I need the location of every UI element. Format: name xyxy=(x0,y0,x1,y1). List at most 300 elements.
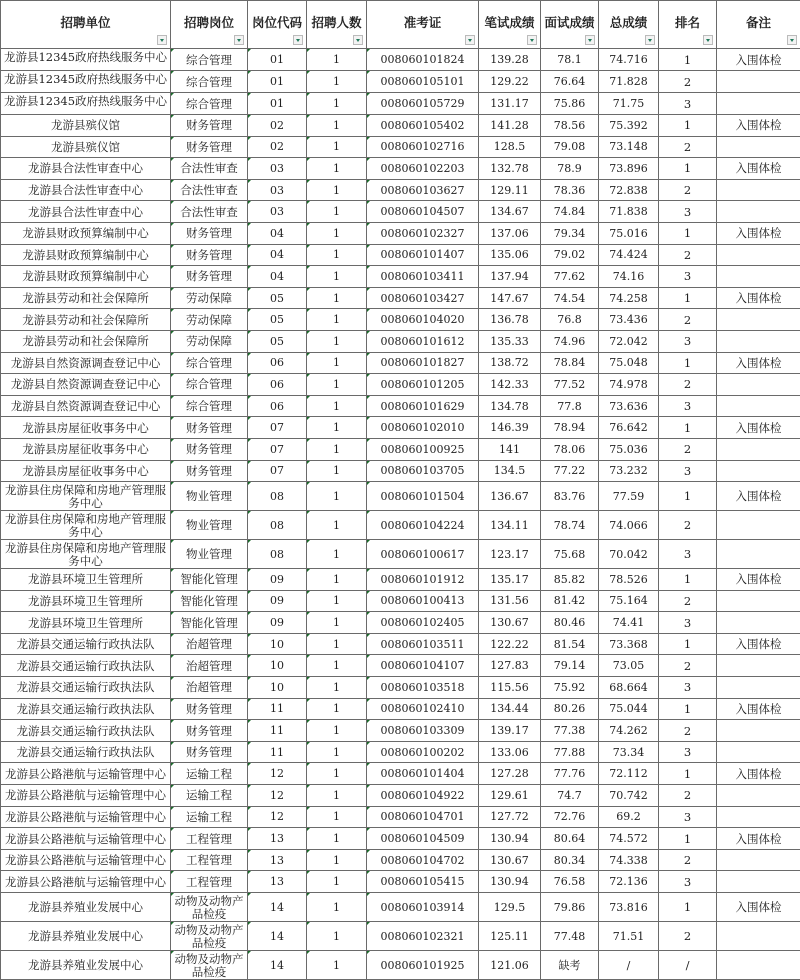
rank-cell[interactable]: 3 xyxy=(659,330,717,352)
total-score-cell[interactable]: 72.112 xyxy=(599,763,659,785)
interview-score-cell[interactable]: 76.58 xyxy=(541,871,599,893)
hire-count-cell[interactable]: 1 xyxy=(307,698,367,720)
exam-id-cell[interactable]: 008060103627 xyxy=(367,179,479,201)
position-code-cell[interactable]: 05 xyxy=(248,309,307,331)
position-cell[interactable]: 工程管理 xyxy=(171,849,248,871)
position-cell[interactable]: 劳动保障 xyxy=(171,309,248,331)
filter-dropdown-icon[interactable] xyxy=(585,35,595,45)
position-code-cell[interactable]: 08 xyxy=(248,482,307,511)
hire-count-cell[interactable]: 1 xyxy=(307,482,367,511)
total-score-cell[interactable]: 73.896 xyxy=(599,158,659,180)
position-cell[interactable]: 治超管理 xyxy=(171,655,248,677)
hire-count-cell[interactable]: 1 xyxy=(307,540,367,569)
written-score-cell[interactable]: 146.39 xyxy=(479,417,541,439)
filter-dropdown-icon[interactable] xyxy=(157,35,167,45)
rank-cell[interactable]: 3 xyxy=(659,93,717,115)
written-score-cell[interactable]: 129.22 xyxy=(479,71,541,93)
remark-cell[interactable]: 入围体检 xyxy=(717,482,800,511)
hire-count-cell[interactable]: 1 xyxy=(307,49,367,71)
total-score-cell[interactable]: 71.838 xyxy=(599,201,659,223)
exam-id-cell[interactable]: 008060105101 xyxy=(367,71,479,93)
total-score-cell[interactable]: 72.136 xyxy=(599,871,659,893)
unit-cell[interactable]: 龙游县公路港航与运输管理中心 xyxy=(1,849,171,871)
position-code-cell[interactable]: 06 xyxy=(248,352,307,374)
unit-cell[interactable]: 龙游县房屋征收事务中心 xyxy=(1,460,171,482)
position-cell[interactable]: 智能化管理 xyxy=(171,569,248,591)
position-code-cell[interactable]: 12 xyxy=(248,785,307,807)
unit-cell[interactable]: 龙游县财政预算编制中心 xyxy=(1,266,171,288)
written-score-cell[interactable]: 137.94 xyxy=(479,266,541,288)
interview-score-cell[interactable]: 80.64 xyxy=(541,828,599,850)
rank-cell[interactable]: 1 xyxy=(659,222,717,244)
unit-cell[interactable]: 龙游县公路港航与运输管理中心 xyxy=(1,828,171,850)
exam-id-cell[interactable]: 008060100202 xyxy=(367,741,479,763)
exam-id-cell[interactable]: 008060100413 xyxy=(367,590,479,612)
hire-count-cell[interactable]: 1 xyxy=(307,893,367,922)
written-score-cell[interactable]: 131.56 xyxy=(479,590,541,612)
total-score-cell[interactable]: 74.258 xyxy=(599,287,659,309)
remark-cell[interactable]: 入围体检 xyxy=(717,352,800,374)
rank-cell[interactable]: 3 xyxy=(659,266,717,288)
interview-score-cell[interactable]: 74.7 xyxy=(541,785,599,807)
written-score-cell[interactable]: 135.17 xyxy=(479,569,541,591)
remark-cell[interactable] xyxy=(717,677,800,699)
total-score-cell[interactable]: 70.742 xyxy=(599,785,659,807)
position-cell[interactable]: 动物及动物产品检疫 xyxy=(171,922,248,951)
position-code-cell[interactable]: 06 xyxy=(248,395,307,417)
rank-cell[interactable]: 2 xyxy=(659,374,717,396)
remark-cell[interactable] xyxy=(717,395,800,417)
hire-count-cell[interactable]: 1 xyxy=(307,460,367,482)
unit-cell[interactable]: 龙游县自然资源调查登记中心 xyxy=(1,395,171,417)
unit-cell[interactable]: 龙游县劳动和社会保障所 xyxy=(1,287,171,309)
unit-cell[interactable]: 龙游县房屋征收事务中心 xyxy=(1,438,171,460)
rank-cell[interactable]: 3 xyxy=(659,677,717,699)
exam-id-cell[interactable]: 008060104509 xyxy=(367,828,479,850)
position-cell[interactable]: 运输工程 xyxy=(171,763,248,785)
position-code-cell[interactable]: 10 xyxy=(248,633,307,655)
total-score-cell[interactable]: 74.41 xyxy=(599,612,659,634)
position-cell[interactable]: 财务管理 xyxy=(171,460,248,482)
interview-score-cell[interactable]: 76.8 xyxy=(541,309,599,331)
rank-cell[interactable]: 2 xyxy=(659,244,717,266)
hire-count-cell[interactable]: 1 xyxy=(307,179,367,201)
rank-cell[interactable]: 2 xyxy=(659,720,717,742)
unit-cell[interactable]: 龙游县交通运输行政执法队 xyxy=(1,677,171,699)
exam-id-cell[interactable]: 008060100925 xyxy=(367,438,479,460)
total-score-cell[interactable]: 74.716 xyxy=(599,49,659,71)
hire-count-cell[interactable]: 1 xyxy=(307,763,367,785)
position-cell[interactable]: 治超管理 xyxy=(171,633,248,655)
rank-cell[interactable]: 3 xyxy=(659,871,717,893)
hire-count-cell[interactable]: 1 xyxy=(307,417,367,439)
exam-id-cell[interactable]: 008060104020 xyxy=(367,309,479,331)
unit-cell[interactable]: 龙游县自然资源调查登记中心 xyxy=(1,352,171,374)
interview-score-cell[interactable]: 78.1 xyxy=(541,49,599,71)
position-cell[interactable]: 动物及动物产品检疫 xyxy=(171,951,248,980)
hire-count-cell[interactable]: 1 xyxy=(307,71,367,93)
unit-cell[interactable]: 龙游县12345政府热线服务中心 xyxy=(1,71,171,93)
position-cell[interactable]: 财务管理 xyxy=(171,136,248,158)
interview-score-cell[interactable]: 75.68 xyxy=(541,540,599,569)
interview-score-cell[interactable]: 80.46 xyxy=(541,612,599,634)
written-score-cell[interactable]: 129.11 xyxy=(479,179,541,201)
exam-id-cell[interactable]: 008060103411 xyxy=(367,266,479,288)
position-code-cell[interactable]: 14 xyxy=(248,893,307,922)
header-col-exam-id[interactable] xyxy=(367,1,479,49)
total-score-cell[interactable]: 77.59 xyxy=(599,482,659,511)
total-score-cell[interactable]: 72.838 xyxy=(599,179,659,201)
position-code-cell[interactable]: 07 xyxy=(248,460,307,482)
position-code-cell[interactable]: 01 xyxy=(248,49,307,71)
unit-cell[interactable]: 龙游县公路港航与运输管理中心 xyxy=(1,785,171,807)
position-cell[interactable]: 合法性审查 xyxy=(171,158,248,180)
unit-cell[interactable]: 龙游县环境卫生管理所 xyxy=(1,612,171,634)
remark-cell[interactable] xyxy=(717,951,800,980)
remark-cell[interactable]: 入围体检 xyxy=(717,158,800,180)
remark-cell[interactable]: 入围体检 xyxy=(717,222,800,244)
total-score-cell[interactable]: 70.042 xyxy=(599,540,659,569)
unit-cell[interactable]: 龙游县财政预算编制中心 xyxy=(1,222,171,244)
written-score-cell[interactable]: 121.06 xyxy=(479,951,541,980)
hire-count-cell[interactable]: 1 xyxy=(307,330,367,352)
written-score-cell[interactable]: 115.56 xyxy=(479,677,541,699)
position-cell[interactable]: 物业管理 xyxy=(171,482,248,511)
interview-score-cell[interactable]: 77.22 xyxy=(541,460,599,482)
position-cell[interactable]: 财务管理 xyxy=(171,115,248,137)
interview-score-cell[interactable]: 77.38 xyxy=(541,720,599,742)
remark-cell[interactable] xyxy=(717,590,800,612)
rank-cell[interactable]: 3 xyxy=(659,460,717,482)
unit-cell[interactable]: 龙游县殡仪馆 xyxy=(1,115,171,137)
remark-cell[interactable] xyxy=(717,438,800,460)
interview-score-cell[interactable]: 77.88 xyxy=(541,741,599,763)
exam-id-cell[interactable]: 008060101827 xyxy=(367,352,479,374)
total-score-cell[interactable]: 73.05 xyxy=(599,655,659,677)
exam-id-cell[interactable]: 008060101407 xyxy=(367,244,479,266)
position-cell[interactable]: 财务管理 xyxy=(171,266,248,288)
exam-id-cell[interactable]: 008060101824 xyxy=(367,49,479,71)
filter-dropdown-icon[interactable] xyxy=(293,35,303,45)
position-code-cell[interactable]: 10 xyxy=(248,655,307,677)
exam-id-cell[interactable]: 008060105415 xyxy=(367,871,479,893)
position-cell[interactable]: 财务管理 xyxy=(171,741,248,763)
position-cell[interactable]: 劳动保障 xyxy=(171,330,248,352)
header-col-position-code[interactable] xyxy=(248,1,307,49)
unit-cell[interactable]: 龙游县住房保障和房地产管理服务中心 xyxy=(1,482,171,511)
total-score-cell[interactable]: 74.066 xyxy=(599,511,659,540)
hire-count-cell[interactable]: 1 xyxy=(307,849,367,871)
filter-dropdown-icon[interactable] xyxy=(465,35,475,45)
total-score-cell[interactable]: 74.338 xyxy=(599,849,659,871)
written-score-cell[interactable]: 125.11 xyxy=(479,922,541,951)
total-score-cell[interactable]: 75.392 xyxy=(599,115,659,137)
unit-cell[interactable]: 龙游县环境卫生管理所 xyxy=(1,590,171,612)
position-code-cell[interactable]: 09 xyxy=(248,612,307,634)
position-code-cell[interactable]: 14 xyxy=(248,922,307,951)
remark-cell[interactable] xyxy=(717,741,800,763)
unit-cell[interactable]: 龙游县交通运输行政执法队 xyxy=(1,698,171,720)
position-cell[interactable]: 运输工程 xyxy=(171,785,248,807)
position-cell[interactable]: 综合管理 xyxy=(171,93,248,115)
exam-id-cell[interactable]: 008060102203 xyxy=(367,158,479,180)
total-score-cell[interactable]: 73.232 xyxy=(599,460,659,482)
rank-cell[interactable]: 1 xyxy=(659,49,717,71)
rank-cell[interactable]: 2 xyxy=(659,785,717,807)
written-score-cell[interactable]: 131.17 xyxy=(479,93,541,115)
rank-cell[interactable]: 1 xyxy=(659,828,717,850)
rank-cell[interactable]: 1 xyxy=(659,352,717,374)
interview-score-cell[interactable]: 78.56 xyxy=(541,115,599,137)
remark-cell[interactable] xyxy=(717,785,800,807)
rank-cell[interactable]: 3 xyxy=(659,806,717,828)
exam-id-cell[interactable]: 008060104922 xyxy=(367,785,479,807)
hire-count-cell[interactable]: 1 xyxy=(307,287,367,309)
total-score-cell[interactable]: 75.016 xyxy=(599,222,659,244)
interview-score-cell[interactable]: 74.96 xyxy=(541,330,599,352)
header-col-written-score[interactable] xyxy=(479,1,541,49)
unit-cell[interactable]: 龙游县养殖业发展中心 xyxy=(1,893,171,922)
interview-score-cell[interactable]: 79.14 xyxy=(541,655,599,677)
remark-cell[interactable] xyxy=(717,511,800,540)
total-score-cell[interactable]: 73.816 xyxy=(599,893,659,922)
rank-cell[interactable]: 2 xyxy=(659,849,717,871)
rank-cell[interactable]: 1 xyxy=(659,287,717,309)
rank-cell[interactable]: 1 xyxy=(659,893,717,922)
remark-cell[interactable]: 入围体检 xyxy=(717,763,800,785)
written-score-cell[interactable]: 129.5 xyxy=(479,893,541,922)
total-score-cell[interactable]: 74.978 xyxy=(599,374,659,396)
interview-score-cell[interactable]: 79.86 xyxy=(541,893,599,922)
rank-cell[interactable]: 1 xyxy=(659,569,717,591)
rank-cell[interactable]: 2 xyxy=(659,309,717,331)
hire-count-cell[interactable]: 1 xyxy=(307,352,367,374)
hire-count-cell[interactable]: 1 xyxy=(307,806,367,828)
position-code-cell[interactable]: 04 xyxy=(248,222,307,244)
interview-score-cell[interactable]: 78.36 xyxy=(541,179,599,201)
hire-count-cell[interactable]: 1 xyxy=(307,569,367,591)
unit-cell[interactable]: 龙游县住房保障和房地产管理服务中心 xyxy=(1,540,171,569)
remark-cell[interactable] xyxy=(717,93,800,115)
hire-count-cell[interactable]: 1 xyxy=(307,720,367,742)
interview-score-cell[interactable]: 80.26 xyxy=(541,698,599,720)
position-code-cell[interactable]: 03 xyxy=(248,201,307,223)
interview-score-cell[interactable]: 74.54 xyxy=(541,287,599,309)
interview-score-cell[interactable]: 77.52 xyxy=(541,374,599,396)
filter-dropdown-icon[interactable] xyxy=(787,35,797,45)
written-score-cell[interactable]: 142.33 xyxy=(479,374,541,396)
exam-id-cell[interactable]: 008060102410 xyxy=(367,698,479,720)
position-cell[interactable]: 财务管理 xyxy=(171,244,248,266)
unit-cell[interactable]: 龙游县公路港航与运输管理中心 xyxy=(1,806,171,828)
unit-cell[interactable]: 龙游县12345政府热线服务中心 xyxy=(1,49,171,71)
total-score-cell[interactable]: 75.164 xyxy=(599,590,659,612)
position-cell[interactable]: 合法性审查 xyxy=(171,201,248,223)
remark-cell[interactable] xyxy=(717,266,800,288)
exam-id-cell[interactable]: 008060103309 xyxy=(367,720,479,742)
remark-cell[interactable] xyxy=(717,720,800,742)
remark-cell[interactable] xyxy=(717,922,800,951)
position-code-cell[interactable]: 07 xyxy=(248,438,307,460)
exam-id-cell[interactable]: 008060104702 xyxy=(367,849,479,871)
exam-id-cell[interactable]: 008060101612 xyxy=(367,330,479,352)
header-col-remark[interactable] xyxy=(717,1,800,49)
exam-id-cell[interactable]: 008060102405 xyxy=(367,612,479,634)
rank-cell[interactable]: 1 xyxy=(659,482,717,511)
hire-count-cell[interactable]: 1 xyxy=(307,158,367,180)
unit-cell[interactable]: 龙游县合法性审查中心 xyxy=(1,201,171,223)
written-score-cell[interactable]: 129.61 xyxy=(479,785,541,807)
position-cell[interactable]: 财务管理 xyxy=(171,222,248,244)
position-code-cell[interactable]: 01 xyxy=(248,71,307,93)
written-score-cell[interactable]: 135.33 xyxy=(479,330,541,352)
interview-score-cell[interactable]: 80.34 xyxy=(541,849,599,871)
position-code-cell[interactable]: 12 xyxy=(248,806,307,828)
written-score-cell[interactable]: 130.67 xyxy=(479,612,541,634)
rank-cell[interactable]: / xyxy=(659,951,717,980)
remark-cell[interactable] xyxy=(717,460,800,482)
total-score-cell[interactable]: / xyxy=(599,951,659,980)
position-cell[interactable]: 治超管理 xyxy=(171,677,248,699)
interview-score-cell[interactable]: 76.64 xyxy=(541,71,599,93)
rank-cell[interactable]: 2 xyxy=(659,136,717,158)
unit-cell[interactable]: 龙游县养殖业发展中心 xyxy=(1,951,171,980)
remark-cell[interactable]: 入围体检 xyxy=(717,287,800,309)
hire-count-cell[interactable]: 1 xyxy=(307,222,367,244)
total-score-cell[interactable]: 73.436 xyxy=(599,309,659,331)
position-cell[interactable]: 综合管理 xyxy=(171,49,248,71)
written-score-cell[interactable]: 130.67 xyxy=(479,849,541,871)
total-score-cell[interactable]: 71.828 xyxy=(599,71,659,93)
position-cell[interactable]: 工程管理 xyxy=(171,828,248,850)
written-score-cell[interactable]: 130.94 xyxy=(479,871,541,893)
hire-count-cell[interactable]: 1 xyxy=(307,655,367,677)
exam-id-cell[interactable]: 008060101925 xyxy=(367,951,479,980)
interview-score-cell[interactable]: 78.74 xyxy=(541,511,599,540)
position-code-cell[interactable]: 02 xyxy=(248,115,307,137)
rank-cell[interactable]: 3 xyxy=(659,395,717,417)
position-code-cell[interactable]: 07 xyxy=(248,417,307,439)
unit-cell[interactable]: 龙游县交通运输行政执法队 xyxy=(1,655,171,677)
remark-cell[interactable]: 入围体检 xyxy=(717,633,800,655)
total-score-cell[interactable]: 74.262 xyxy=(599,720,659,742)
interview-score-cell[interactable]: 79.02 xyxy=(541,244,599,266)
total-score-cell[interactable]: 74.16 xyxy=(599,266,659,288)
position-cell[interactable]: 综合管理 xyxy=(171,71,248,93)
header-col-hire-count[interactable] xyxy=(307,1,367,49)
written-score-cell[interactable]: 134.44 xyxy=(479,698,541,720)
unit-cell[interactable]: 龙游县合法性审查中心 xyxy=(1,179,171,201)
exam-id-cell[interactable]: 008060100617 xyxy=(367,540,479,569)
exam-id-cell[interactable]: 008060101205 xyxy=(367,374,479,396)
total-score-cell[interactable]: 69.2 xyxy=(599,806,659,828)
header-col-interview-score[interactable] xyxy=(541,1,599,49)
position-cell[interactable]: 财务管理 xyxy=(171,417,248,439)
rank-cell[interactable]: 2 xyxy=(659,179,717,201)
hire-count-cell[interactable]: 1 xyxy=(307,612,367,634)
rank-cell[interactable]: 3 xyxy=(659,741,717,763)
remark-cell[interactable] xyxy=(717,309,800,331)
position-cell[interactable]: 智能化管理 xyxy=(171,612,248,634)
unit-cell[interactable]: 龙游县自然资源调查登记中心 xyxy=(1,374,171,396)
hire-count-cell[interactable]: 1 xyxy=(307,951,367,980)
interview-score-cell[interactable]: 85.82 xyxy=(541,569,599,591)
filter-dropdown-icon[interactable] xyxy=(234,35,244,45)
position-code-cell[interactable]: 11 xyxy=(248,698,307,720)
position-code-cell[interactable]: 02 xyxy=(248,136,307,158)
interview-score-cell[interactable]: 72.76 xyxy=(541,806,599,828)
rank-cell[interactable]: 1 xyxy=(659,417,717,439)
written-score-cell[interactable]: 139.28 xyxy=(479,49,541,71)
hire-count-cell[interactable]: 1 xyxy=(307,136,367,158)
remark-cell[interactable]: 入围体检 xyxy=(717,417,800,439)
interview-score-cell[interactable]: 81.42 xyxy=(541,590,599,612)
exam-id-cell[interactable]: 008060103914 xyxy=(367,893,479,922)
written-score-cell[interactable]: 134.11 xyxy=(479,511,541,540)
exam-id-cell[interactable]: 008060101504 xyxy=(367,482,479,511)
interview-score-cell[interactable]: 77.48 xyxy=(541,922,599,951)
position-code-cell[interactable]: 03 xyxy=(248,158,307,180)
position-code-cell[interactable]: 03 xyxy=(248,179,307,201)
position-code-cell[interactable]: 01 xyxy=(248,93,307,115)
total-score-cell[interactable]: 74.424 xyxy=(599,244,659,266)
position-code-cell[interactable]: 04 xyxy=(248,266,307,288)
written-score-cell[interactable]: 141.28 xyxy=(479,115,541,137)
remark-cell[interactable] xyxy=(717,179,800,201)
exam-id-cell[interactable]: 008060103427 xyxy=(367,287,479,309)
rank-cell[interactable]: 1 xyxy=(659,763,717,785)
remark-cell[interactable]: 入围体检 xyxy=(717,115,800,137)
position-cell[interactable]: 智能化管理 xyxy=(171,590,248,612)
rank-cell[interactable]: 2 xyxy=(659,922,717,951)
position-code-cell[interactable]: 08 xyxy=(248,511,307,540)
remark-cell[interactable] xyxy=(717,374,800,396)
interview-score-cell[interactable]: 78.06 xyxy=(541,438,599,460)
hire-count-cell[interactable]: 1 xyxy=(307,741,367,763)
total-score-cell[interactable]: 75.044 xyxy=(599,698,659,720)
position-code-cell[interactable]: 12 xyxy=(248,763,307,785)
rank-cell[interactable]: 2 xyxy=(659,655,717,677)
total-score-cell[interactable]: 73.34 xyxy=(599,741,659,763)
position-code-cell[interactable]: 05 xyxy=(248,330,307,352)
unit-cell[interactable]: 龙游县交通运输行政执法队 xyxy=(1,633,171,655)
interview-score-cell[interactable]: 78.84 xyxy=(541,352,599,374)
written-score-cell[interactable]: 132.78 xyxy=(479,158,541,180)
rank-cell[interactable]: 1 xyxy=(659,633,717,655)
hire-count-cell[interactable]: 1 xyxy=(307,395,367,417)
remark-cell[interactable] xyxy=(717,201,800,223)
interview-score-cell[interactable]: 77.8 xyxy=(541,395,599,417)
hire-count-cell[interactable]: 1 xyxy=(307,828,367,850)
position-code-cell[interactable]: 05 xyxy=(248,287,307,309)
position-cell[interactable]: 综合管理 xyxy=(171,374,248,396)
total-score-cell[interactable]: 73.636 xyxy=(599,395,659,417)
exam-id-cell[interactable]: 008060102321 xyxy=(367,922,479,951)
unit-cell[interactable]: 龙游县劳动和社会保障所 xyxy=(1,309,171,331)
position-cell[interactable]: 合法性审查 xyxy=(171,179,248,201)
hire-count-cell[interactable]: 1 xyxy=(307,93,367,115)
filter-dropdown-icon[interactable] xyxy=(353,35,363,45)
filter-dropdown-icon[interactable] xyxy=(527,35,537,45)
unit-cell[interactable]: 龙游县交通运输行政执法队 xyxy=(1,741,171,763)
written-score-cell[interactable]: 122.22 xyxy=(479,633,541,655)
remark-cell[interactable]: 入围体检 xyxy=(717,828,800,850)
position-cell[interactable]: 物业管理 xyxy=(171,540,248,569)
position-cell[interactable]: 动物及动物产品检疫 xyxy=(171,893,248,922)
unit-cell[interactable]: 龙游县殡仪馆 xyxy=(1,136,171,158)
hire-count-cell[interactable]: 1 xyxy=(307,244,367,266)
exam-id-cell[interactable]: 008060104224 xyxy=(367,511,479,540)
